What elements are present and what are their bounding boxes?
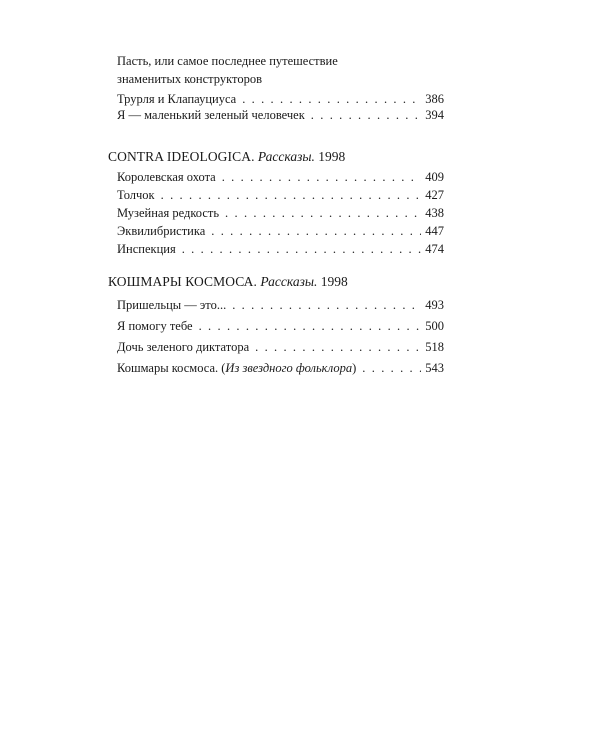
toc-entry [117,340,444,355]
section-genre: Рассказы. [260,274,318,289]
leader-dots [225,206,421,221]
entry-row [117,92,444,107]
entry-title [117,361,356,376]
entry-title: Толчок [117,188,155,202]
leader-dots [182,242,422,257]
toc-entry [117,170,444,185]
entry-title-plain: Кошмары космоса. ( [117,361,226,375]
toc-entry [117,224,444,239]
entry-page: 500 [425,319,444,333]
entry-title: Инспекция [117,242,176,256]
entry-title: Эквилибристика [117,224,206,238]
leader-dots [242,92,421,107]
entry-title-italic: Из звездного фольклора [225,361,353,375]
entry-row [117,108,444,123]
section-year: 1998 [320,274,348,289]
leader-dots [211,224,421,239]
entry-page: 386 [425,92,444,106]
section-name: КОШМАРЫ КОСМОСА. [108,274,258,289]
entry-title: Музейная редкость [117,206,220,220]
toc-entry [117,108,444,123]
leader-dots [161,188,422,203]
entry-title: Пришельцы — это... [117,298,227,312]
toc-entry [117,188,444,203]
leader-dots [362,361,421,376]
section-heading [108,274,348,290]
leader-dots [222,170,422,185]
entry-title: Я — маленький зеленый человечек [117,108,305,122]
entry-page: 438 [425,206,444,220]
leader-dots [232,298,421,313]
section-year: 1998 [318,149,346,164]
entry-page: 493 [425,298,444,312]
toc-entry [117,319,444,334]
toc-entry [117,242,444,257]
entry-page: 518 [425,340,444,354]
leader-dots [199,319,422,334]
toc-entry [117,361,444,376]
leader-dots [311,108,421,123]
entry-page: 447 [425,224,444,238]
entry-title-suffix: ) [352,361,357,375]
entry-title: Трурля и Клапауциуса [117,92,237,106]
section-genre: Рассказы. [257,149,315,164]
entry-page: 427 [425,188,444,202]
entry-title: Я помогу тебе [117,319,193,333]
toc-entry [117,206,444,221]
entry-line: знаменитых конструкторов [117,72,262,86]
entry-page: 394 [425,108,444,122]
entry-page: 409 [425,170,444,184]
entry-title: Дочь зеленого диктатора [117,340,250,354]
leader-dots [255,340,421,355]
toc-entry [117,298,444,313]
entry-title: Королевская охота [117,170,216,184]
toc-entry [117,54,444,107]
entry-page: 474 [425,242,444,256]
section-name: CONTRA IDEOLOGICA. [108,149,255,164]
entry-page: 543 [425,361,444,375]
entry-line: Пасть, или самое последнее путешествие [117,54,338,68]
section-heading [108,149,345,165]
